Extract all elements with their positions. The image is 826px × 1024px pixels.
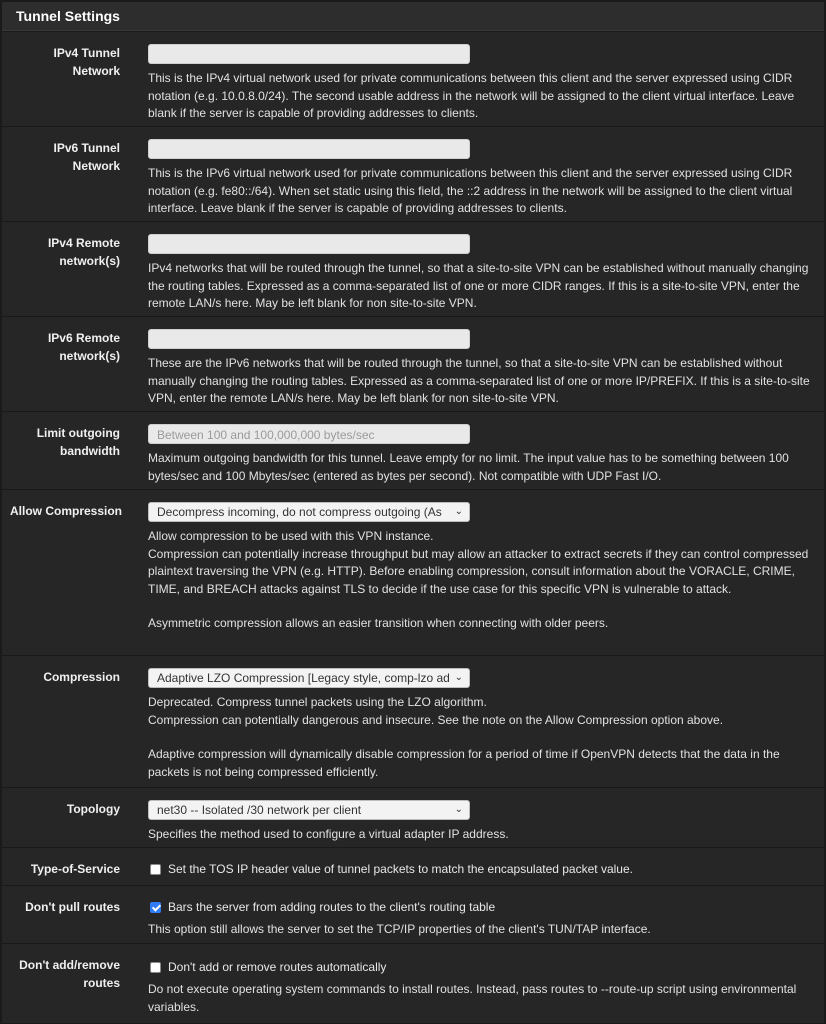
row-ipv6-remote-networks	[2, 316, 824, 412]
ipv4-tunnel-network-label: IPv4 Tunnel Network	[53, 46, 120, 78]
row-dont-pull-routes	[2, 885, 824, 944]
type-of-service-checkbox-label: Set the TOS IP header value of tunnel packets to match the encapsulated packet value.	[168, 862, 633, 876]
row-ipv4-remote-networks	[2, 221, 824, 317]
allow-compression-select[interactable]	[148, 502, 470, 522]
panel-title: Tunnel Settings	[2, 2, 824, 31]
chevron-down-icon: ⌄	[454, 506, 463, 517]
compression-help-2: Compression can potentially dangerous and insecure. See the note on the Allow Compression option above.	[148, 712, 724, 727]
row-topology	[2, 787, 824, 848]
compression-select[interactable]	[148, 668, 470, 688]
type-of-service-label: Type-of-Service	[30, 862, 120, 876]
topology-selected: net30 -- Isolated /30 network per client	[157, 803, 362, 817]
row-dont-add-remove-routes	[2, 943, 824, 1023]
dont-add-remove-routes-label: Don't add/remove routes	[19, 958, 120, 990]
dont-pull-routes-help: This option still allows the server to set the TCP/IP properties of the client's TUN/TAP interface.	[148, 922, 651, 936]
chevron-down-icon: ⌄	[454, 804, 463, 815]
limit-outgoing-bandwidth-label: Limit outgoing bandwidth	[36, 426, 120, 458]
topology-help: Specifies the method used to configure a virtual adapter IP address.	[148, 827, 509, 841]
ipv6-remote-networks-help: These are the IPv6 networks that will be routed through the tunnel, so that a site-to-site VPN can be established without manually changing the routing tables. Expressed as a comma-separated list of one or more IP/PREFIX. If this is a site-to-site VPN, enter the remote LAN/s here. May be left blank for non site-to-site VPN.	[148, 356, 810, 405]
dont-pull-routes-label: Don't pull routes	[25, 900, 120, 914]
ipv6-remote-networks-input[interactable]	[148, 329, 470, 349]
ipv6-remote-networks-label: IPv6 Remote network(s)	[47, 331, 120, 363]
type-of-service-checkbox[interactable]	[150, 864, 161, 875]
dont-pull-routes-checkbox-label: Bars the server from adding routes to the client's routing table	[168, 900, 496, 914]
topology-select[interactable]	[148, 800, 470, 820]
allow-compression-help-1: Allow compression to be used with this VPN instance.	[148, 529, 434, 543]
allow-compression-help-2: Compression can potentially increase throughput but may allow an attacker to extract secrets if they can control compressed plaintext traversing the VPN (e.g. HTTP). Before enabling compression, consult information about the VORACLE, CRIME, TIME, and BREACH attacks against TLS to decide if the use case for this specific VPN is vulnerable to attack.	[148, 546, 809, 596]
limit-outgoing-bandwidth-help: Maximum outgoing bandwidth for this tunnel. Leave empty for no limit. The input value has to be something between 100 bytes/sec and 100 Mbytes/sec (entered as bytes per second). Not compatible with UDP Fast I/O.	[148, 451, 789, 483]
dont-add-remove-routes-help: Do not execute operating system commands to install routes. Instead, pass routes to --route-up script using environmental variables.	[148, 982, 797, 1014]
ipv4-tunnel-network-input[interactable]	[148, 44, 470, 64]
allow-compression-label: Allow Compression	[10, 504, 123, 518]
topology-label: Topology	[66, 802, 120, 816]
compression-help-3: Adaptive compression will dynamically disable compression for a period of time if OpenVPN detects that the data in the packets is not being compressed efficiently.	[148, 747, 780, 779]
ipv4-remote-networks-label: IPv4 Remote network(s)	[47, 236, 120, 268]
row-limit-outgoing-bandwidth	[2, 411, 824, 490]
ipv6-tunnel-network-help: This is the IPv6 virtual network used for private communications between this client and the server expressed using CIDR notation (e.g. fe80::/64). When set static using this field, the ::2 address in the network will be assigned to the client virtual interface. Leave blank if the server is capable of providing addresses to clients.	[148, 166, 793, 215]
ipv6-tunnel-network-input[interactable]	[148, 139, 470, 159]
compression-label: Compression	[43, 670, 120, 684]
allow-compression-selected: Decompress incoming, do not compress outgoing (As	[157, 505, 442, 519]
compression-selected: Adaptive LZO Compression [Legacy style, comp-lzo ad	[157, 671, 450, 685]
dont-pull-routes-checkbox[interactable]	[150, 902, 161, 913]
ipv6-tunnel-network-label: IPv6 Tunnel Network	[53, 141, 120, 173]
row-allow-compression	[2, 489, 824, 656]
ipv4-tunnel-network-help: This is the IPv4 virtual network used for private communications between this client and the server expressed using CIDR notation (e.g. 10.0.8.0/24). The second usable address in the network will be assigned to the client virtual interface. Leave blank if the server is capable of providing addresses to clients.	[148, 71, 795, 120]
compression-help-1: Deprecated. Compress tunnel packets using the LZO algorithm.	[148, 695, 487, 709]
ipv4-remote-networks-input[interactable]	[148, 234, 470, 254]
chevron-down-icon: ⌄	[454, 672, 463, 683]
ipv4-remote-networks-help: IPv4 networks that will be routed through the tunnel, so that a site-to-site VPN can be established without manually changing the routing tables. Expressed as a comma-separated list of one or more CIDR ranges. If this is a site-to-site VPN, enter the remote LAN/s here. May be left blank for non site-to-site VPN.	[148, 261, 809, 310]
row-ipv6-tunnel-network	[2, 126, 824, 222]
allow-compression-help-3: Asymmetric compression allows an easier transition when connecting with older peers.	[148, 616, 609, 630]
dont-add-remove-routes-checkbox-label: Don't add or remove routes automatically	[168, 960, 387, 974]
row-type-of-service	[2, 847, 824, 886]
dont-add-remove-routes-checkbox[interactable]	[150, 962, 161, 973]
row-ipv4-tunnel-network	[2, 31, 824, 127]
row-compression	[2, 655, 824, 788]
limit-outgoing-bandwidth-input[interactable]: Between 100 and 100,000,000 bytes/sec	[148, 424, 470, 444]
